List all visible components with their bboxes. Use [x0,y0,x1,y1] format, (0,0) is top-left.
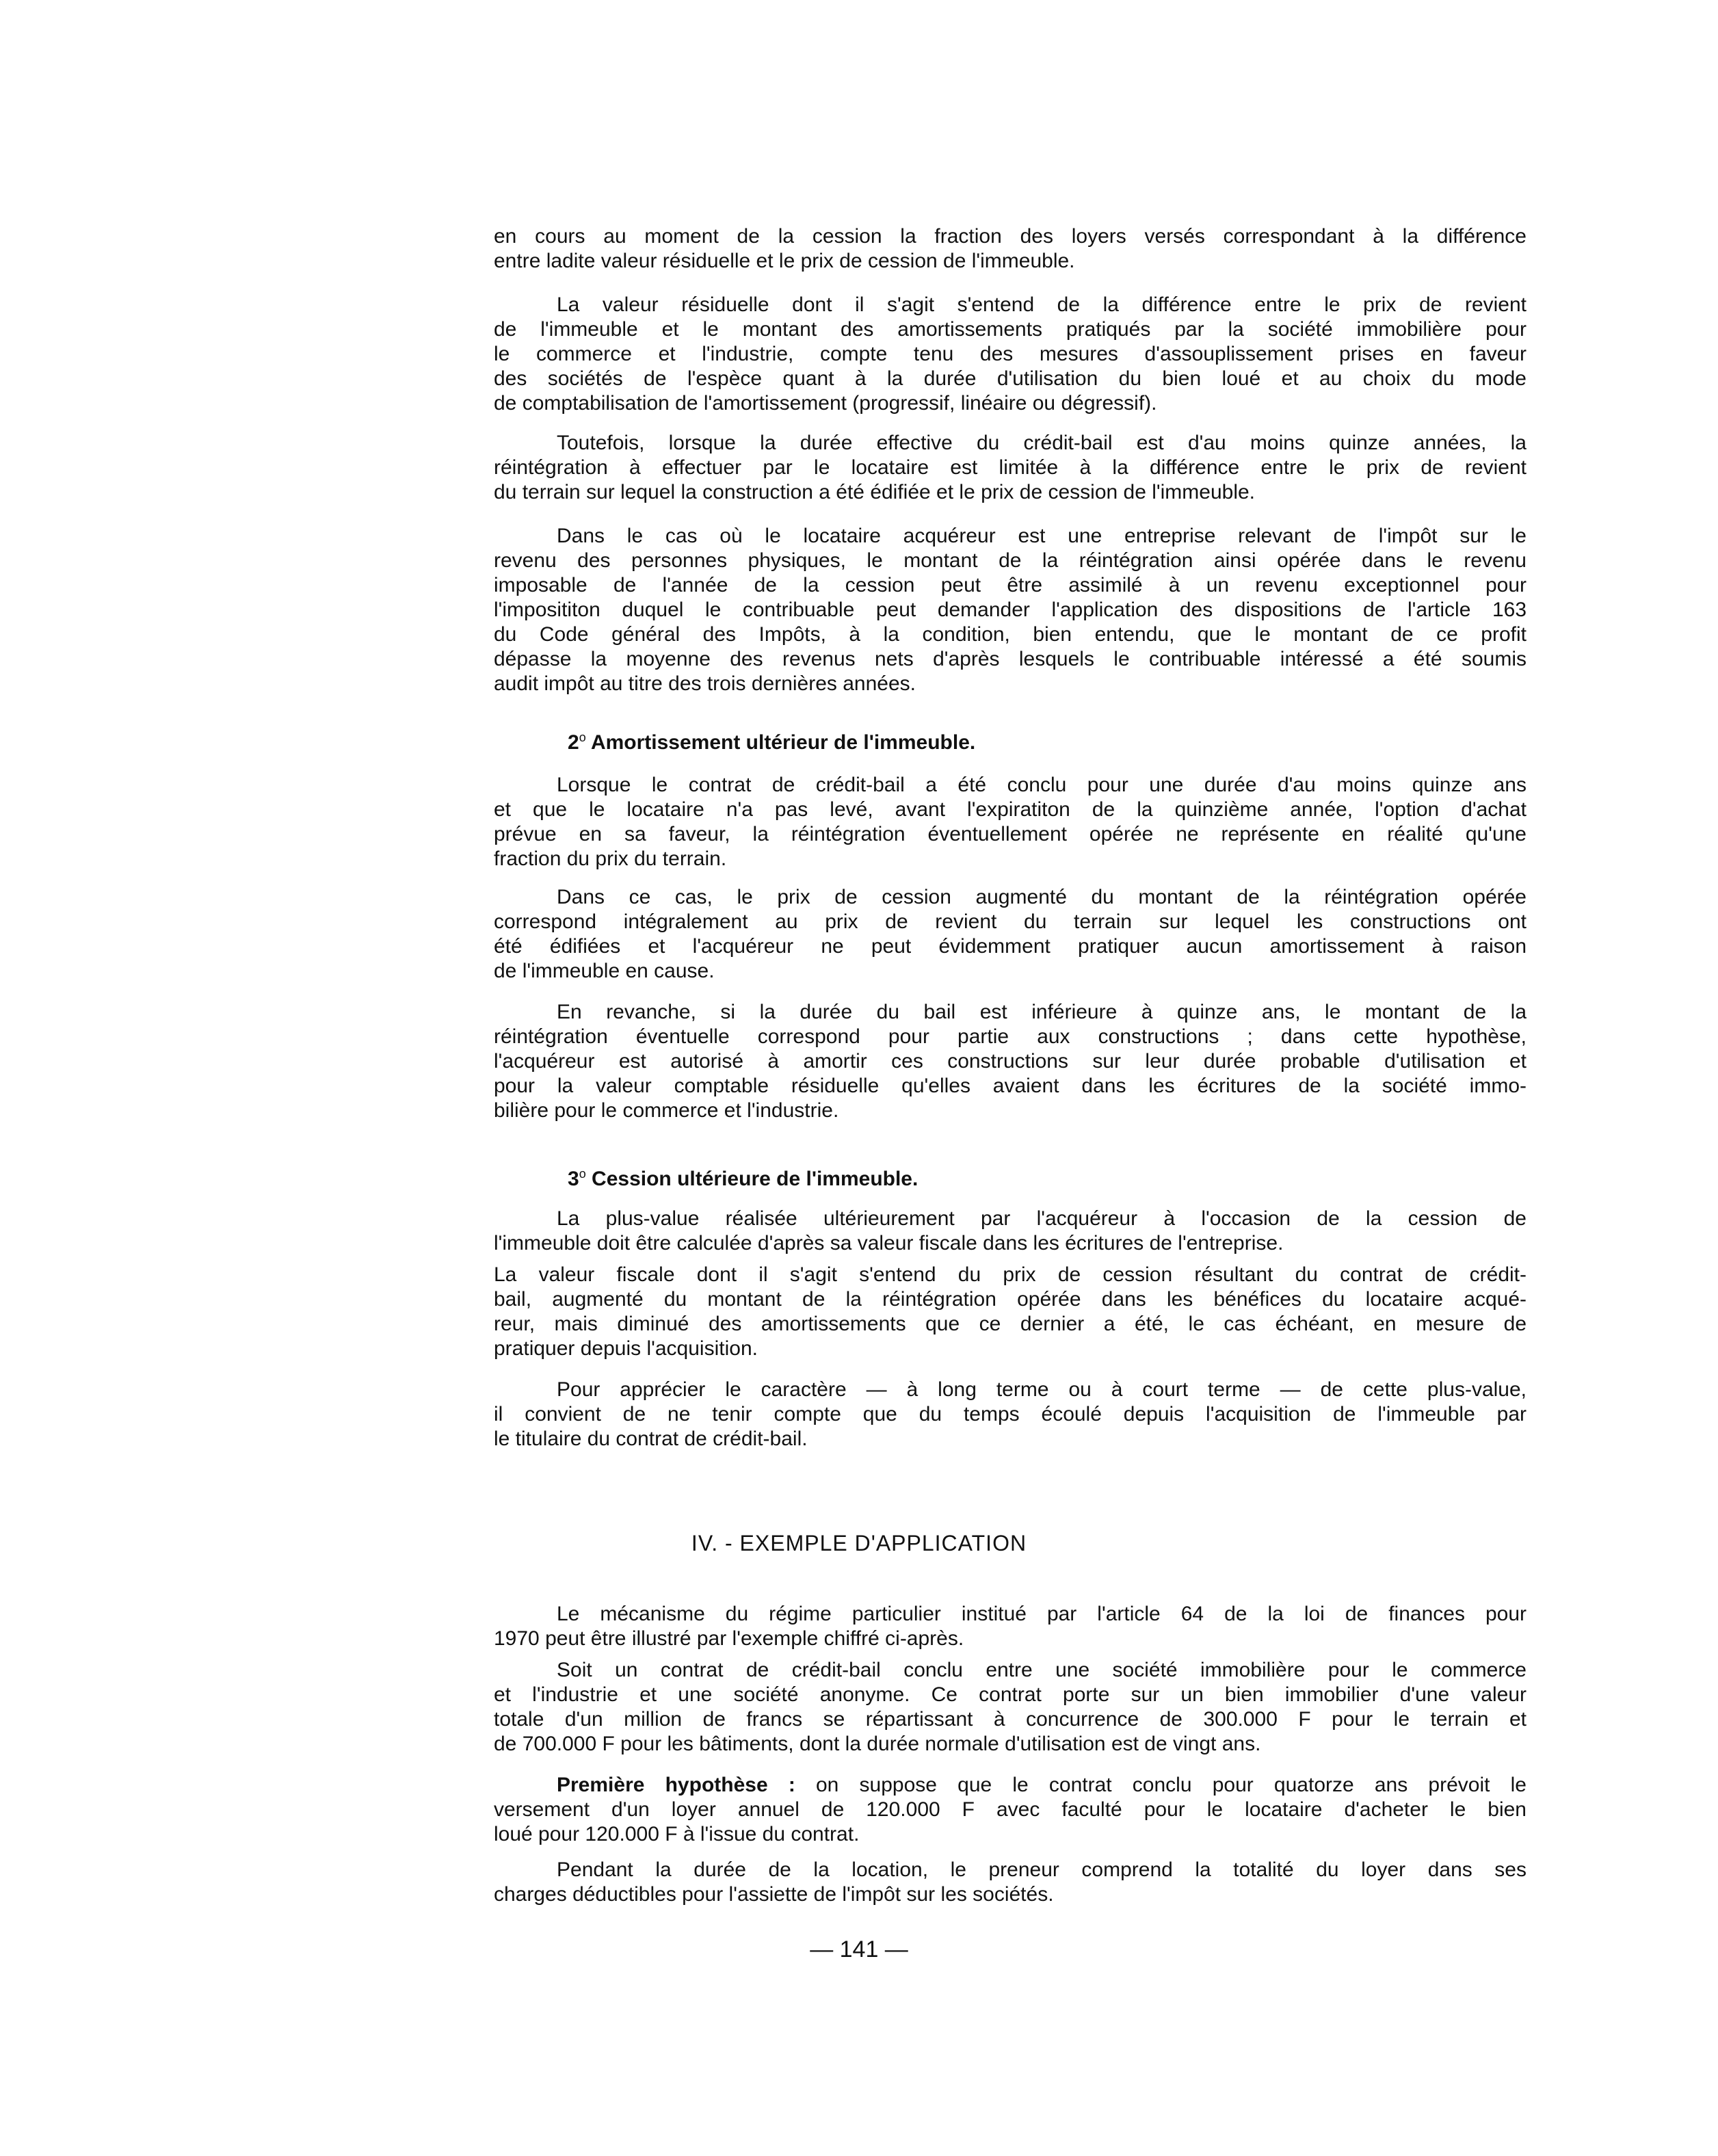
text-line [494,480,1527,505]
line-text: le titulaire du contrat de crédit-bail. [494,1428,808,1450]
line-text: Soit un contrat de crédit-bail conclu entre une société immobilière pour le commerce [557,1659,1527,1681]
heading-number: 3 [568,1168,579,1190]
text-line [494,317,1527,342]
line-text: entre ladite valeur résiduelle et le prix de cession de l'immeuble. [494,250,1075,272]
line-text: prévue en sa faveur, la réintégration éventuellement opérée ne représente en réalité qu'une [494,823,1527,845]
line-text: pour la valeur comptable résiduelle qu'elles avaient dans les écritures de la société immo- [494,1075,1527,1097]
line-text: et que le locataire n'a pas levé, avant l'expiratiton de la quinzième année, l'option d'achat [494,798,1527,821]
paragraph [494,885,1527,984]
line-text: Toutefois, lorsque la durée effective du crédit-bail est d'au moins quinze années, la [557,432,1527,454]
paragraph [494,1858,1527,1907]
text-line [494,367,1527,391]
line-text: correspond intégralement au prix de revient du terrain sur lequel les constructions ont [494,910,1527,933]
text-line [494,1602,1527,1627]
paragraph [494,224,1527,274]
text-line [494,1683,1527,1707]
line-text: pratiquer depuis l'acquisition. [494,1337,758,1360]
heading-number: 2 [568,731,579,754]
text-line [494,1207,1527,1231]
text-line [494,1099,1527,1123]
line-text: de l'immeuble en cause. [494,960,715,982]
text-line [494,1312,1527,1337]
line-text: loué pour 120.000 F à l'issue du contrat. [494,1823,860,1845]
line-text: Pour apprécier le caractère — à long terme ou à court terme — de cette plus-value, [557,1378,1527,1401]
text-line [494,1658,1527,1683]
line-text: en cours au moment de la cession la fraction des loyers versés correspondant à la différence [494,225,1527,248]
text-line [494,1822,1527,1847]
text-line [494,249,1527,274]
paragraph [494,1602,1527,1651]
paragraph [494,1207,1527,1256]
text-line [494,456,1527,480]
line-text: des sociétés de l'espèce quant à la durée d'utilisation du bien loué et au choix du mode [494,367,1527,390]
line-text: charges déductibles pour l'assiette de l'impôt sur les sociétés. [494,1883,1054,1906]
line-text: La plus-value réalisée ultérieurement par l'acquéreur à l'occasion de la cession de [557,1207,1527,1230]
line-text: La valeur résiduelle dont il s'agit s'entend de la différence entre le prix de revient [557,293,1527,316]
heading-title: Cession ultérieure de l'immeuble. [592,1168,919,1190]
text-line [494,573,1527,598]
line-text: réintégration à effectuer par le locataire est limitée à la différence entre le prix de revient [494,456,1527,479]
text-line [494,910,1527,934]
line-text: Le mécanisme du régime particulier institué par l'article 64 de la loi de finances pour [557,1603,1527,1625]
subheading-cession [568,1161,918,1192]
line-text: Pendant la durée de la location, le preneur comprend la totalité du loyer dans ses [557,1858,1527,1881]
line-text: l'imposititon duquel le contribuable peut demander l'application des dispositions de l'article 163 [494,599,1527,621]
degree-sign: o [579,731,586,744]
paragraph [494,524,1527,696]
text-line [494,1263,1527,1287]
paragraph [494,1263,1527,1361]
text-line [494,885,1527,910]
paragraph [494,773,1527,871]
line-text: on suppose que le contrat conclu pour quatorze ans prévoit le [795,1774,1527,1796]
text-line [494,773,1527,798]
text-line [494,622,1527,647]
text-line [494,224,1527,249]
line-text: 1970 peut être illustré par l'exemple chiffré ci-après. [494,1627,964,1650]
line-text: Dans le cas où le locataire acquéreur est une entreprise relevant de l'impôt sur le [557,525,1527,547]
paragraph [494,1378,1527,1451]
page-number: — 141 — [810,1936,908,1962]
text-line [494,847,1527,871]
heading-title: Amortissement ultérieur de l'immeuble. [590,731,976,754]
degree-sign: o [579,1167,586,1181]
text-line [494,598,1527,622]
paragraph [494,1000,1527,1123]
text-line [494,798,1527,822]
text-line [494,672,1527,696]
text-line [494,1402,1527,1427]
line-text: il convient de ne tenir compte que du temps écoulé depuis l'acquisition de l'immeuble par [494,1403,1527,1425]
line-text: reur, mais diminué des amortissements que ce dernier a été, le cas échéant, en mesure de [494,1313,1527,1335]
line-text: de l'immeuble et le montant des amortissements pratiqués par la société immobilière pour [494,318,1527,341]
text-line [494,1798,1527,1822]
line-text: dépasse la moyenne des revenus nets d'après lesquels le contribuable intéressé a été soumis [494,648,1527,670]
line-text: de comptabilisation de l'amortissement (progressif, linéaire ou dégressif). [494,392,1157,415]
text-line [494,1000,1527,1025]
line-text: En revanche, si la durée du bail est inférieure à quinze ans, le montant de la [557,1001,1527,1023]
text-line [494,1773,1527,1798]
text-line [494,549,1527,573]
text-line [494,934,1527,959]
text-line [494,342,1527,367]
line-text: le commerce et l'industrie, compte tenu des mesures d'assouplissement prises en faveur [494,343,1527,365]
text-line [494,1231,1527,1256]
line-text: bail, augmenté du montant de la réintégration opérée dans les bénéfices du locataire acqué- [494,1288,1527,1311]
paragraph [494,1773,1527,1847]
line-text: imposable de l'année de la cession peut être assimilé à un revenu exceptionnel pour [494,574,1527,596]
line-text: du terrain sur lequel la construction a été édifiée et le prix de cession de l'immeuble. [494,481,1256,503]
text-line [494,431,1527,456]
text-line [494,1882,1527,1907]
text-line [494,1074,1527,1099]
text-line [494,1337,1527,1361]
line-text: l'immeuble doit être calculée d'après sa valeur fiscale dans les écritures de l'entreprise. [494,1232,1284,1254]
line-text: réintégration éventuelle correspond pour partie aux constructions ; dans cette hypothèse, [494,1025,1527,1048]
text-line [494,391,1527,416]
paragraph [494,293,1527,416]
text-line [494,1049,1527,1074]
line-text: bilière pour le commerce et l'industrie. [494,1099,839,1122]
text-line [494,1858,1527,1882]
line-text: Dans ce cas, le prix de cession augmenté du montant de la réintégration opérée [557,886,1527,908]
line-text: du Code général des Impôts, à la condition, bien entendu, que le montant de ce profit [494,623,1527,646]
text-line [494,524,1527,549]
hypothesis-label: Première hypothèse : [557,1774,795,1796]
text-line [494,1025,1527,1049]
text-line [494,1287,1527,1312]
line-text: versement d'un loyer annuel de 120.000 F avec faculté pour le locataire d'acheter le bien [494,1798,1527,1821]
text-line [494,293,1527,317]
subheading-amortissement [568,725,975,755]
line-text: l'acquéreur est autorisé à amortir ces constructions sur leur durée probable d'utilisation et [494,1050,1527,1073]
line-text: été édifiées et l'acquéreur ne peut évidemment pratiquer aucun amortissement à raison [494,935,1527,958]
line-text: La valeur fiscale dont il s'agit s'entend du prix de cession résultant du contrat de crédit- [494,1263,1527,1286]
line-text: et l'industrie et une société anonyme. Ce contrat porte sur un bien immobilier d'une valeur [494,1683,1527,1706]
line-text: Lorsque le contrat de crédit-bail a été conclu pour une durée d'au moins quinze ans [557,774,1527,796]
line-text: totale d'un million de francs se répartissant à concurrence de 300.000 F pour le terrain et [494,1708,1527,1731]
paragraph [494,431,1527,505]
text-line [494,1378,1527,1402]
text-line [494,1427,1527,1451]
section-title: IV. - EXEMPLE D'APPLICATION [691,1531,1027,1555]
text-line [494,1732,1527,1757]
line-text: revenu des personnes physiques, le montant de la réintégration ainsi opérée dans le revenu [494,549,1527,572]
text-line [494,647,1527,672]
line-text: de 700.000 F pour les bâtiments, dont la durée normale d'utilisation est de vingt ans. [494,1733,1261,1755]
text-line [494,1627,1527,1651]
line-text: fraction du prix du terrain. [494,847,727,870]
text-line [494,1707,1527,1732]
text-line [494,822,1527,847]
paragraph [494,1658,1527,1757]
text-line [494,959,1527,984]
line-text: audit impôt au titre des trois dernières années. [494,672,916,695]
